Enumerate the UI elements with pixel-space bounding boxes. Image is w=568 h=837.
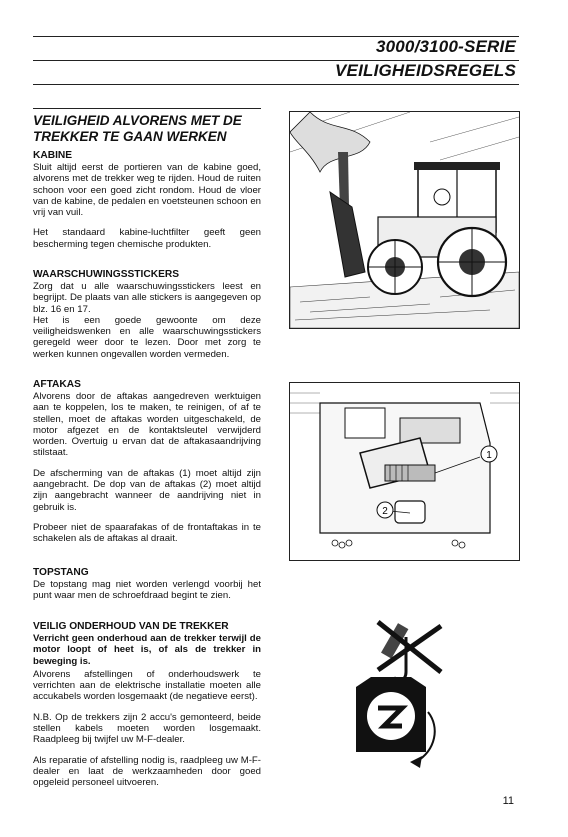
onderhoud-paragraph-3: Als reparatie of afstelling nodig is, raadpleeg uw M-F-dealer en laat de werkzaamheden door goed opgeleid personeel uitvoeren. (33, 754, 261, 789)
aftakas-paragraph-3: Probeer niet de spaarafakas of de frontaftakas in te schakelen als de aftakas al draait. (33, 521, 261, 545)
aftakas-section (33, 379, 261, 554)
onderhoud-section (33, 621, 261, 798)
section-title-line-2: TREKKER TE GAAN WERKEN (33, 129, 227, 144)
topstang-section (33, 567, 261, 611)
callout-2: 2 (382, 506, 388, 517)
onderhoud-heading: VEILIG ONDERHOUD VAN DE TREKKER (33, 621, 229, 632)
pto-illustration (289, 382, 520, 561)
aftakas-heading: AFTAKAS (33, 379, 81, 390)
kabine-section (33, 150, 261, 259)
stickers-section (33, 269, 261, 369)
tractor-illustration (289, 111, 520, 329)
onderhoud-warning: Verricht geen onderhoud aan de trekker terwijl de motor loopt of heet is, of als de trekker in beweging is. (33, 633, 261, 667)
section-title-line-1: VEILIGHEID ALVORENS MET DE (33, 113, 242, 128)
series-title: 3000/3100-SERIE (375, 37, 516, 56)
aftakas-paragraph-1: Alvorens door de aftakas aangedreven werktuigen aan te koppelen, los te maken, te reinigen, of af te stellen, moet de aftakas worden uitgeschakeld, de motor afgezet en de kontaktsleutel verwijderd worden. Overtuig u ervan dat de aftakasaandrijving stilstaat. (33, 391, 261, 459)
topstang-heading: TOPSTANG (33, 567, 89, 578)
pto-shaft-icon (290, 383, 519, 560)
onderhoud-paragraph-2: N.B. Op de trekkers zijn 2 accu's gemonteerd, beide stellen kabels moeten worden losgemaakt. Raadpleeg bij twijfel uw M-F-dealer. (33, 711, 261, 746)
tractor-icon (290, 112, 519, 328)
page-number: 11 (502, 795, 514, 807)
kabine-heading: KABINE (33, 150, 73, 161)
topstang-paragraph: De topstang mag niet worden verlengd voorbij het punt waar men de schroefdraad begint te zien. (33, 579, 261, 602)
stickers-paragraph-1: Zorg dat u alle waarschuwingsstickers leest en begrijpt. De plaats van alle stickers is aangegeven op blz. 16 en 17. (33, 281, 261, 315)
stickers-heading: WAARSCHUWINGSSTICKERS (33, 269, 180, 280)
page-subject-title: VEILIGHEIDSREGELS (335, 61, 516, 80)
kabine-paragraph-1: Sluit altijd eerst de portieren van de kabine goed, alvorens met de trekker weg te rijden. Houd de ruiten schoon voor een goed zicht rondom. Houd de vloer van de kabine, de pedalen en voetsteunen schoon en vrij van vuil. (33, 162, 261, 219)
section-title (33, 113, 273, 145)
onderhoud-paragraph-1: Alvorens afstellingen of onderhoudswerk te verrichten aan de elektrische installatie moeten alle accukabels worden losgemaakt (de negatieve eerst). (33, 668, 261, 703)
header-rule-bottom (33, 84, 519, 85)
section-rule (33, 108, 261, 109)
engine-stop-warning (336, 612, 466, 772)
engine-stop-warning-icon (336, 612, 466, 772)
kabine-paragraph-2: Het standaard kabine-luchtfilter geeft geen bescherming tegen chemische produkten. (33, 227, 261, 250)
aftakas-paragraph-2: De afscherming van de aftakas (1) moet altijd zijn aangebracht. De dop van de aftakas (2) moet altijd zijn aangebracht wanneer de aandrijving niet in gebruik is. (33, 467, 261, 513)
stickers-paragraph-2: Het is een goede gewoonte om deze veiligheidswenken en alle waarschuwingsstickers geregeld weer door te lezen. Door met zorg te werken kunnen ongevallen worden vermeden. (33, 314, 261, 360)
callout-1: 1 (486, 450, 492, 461)
